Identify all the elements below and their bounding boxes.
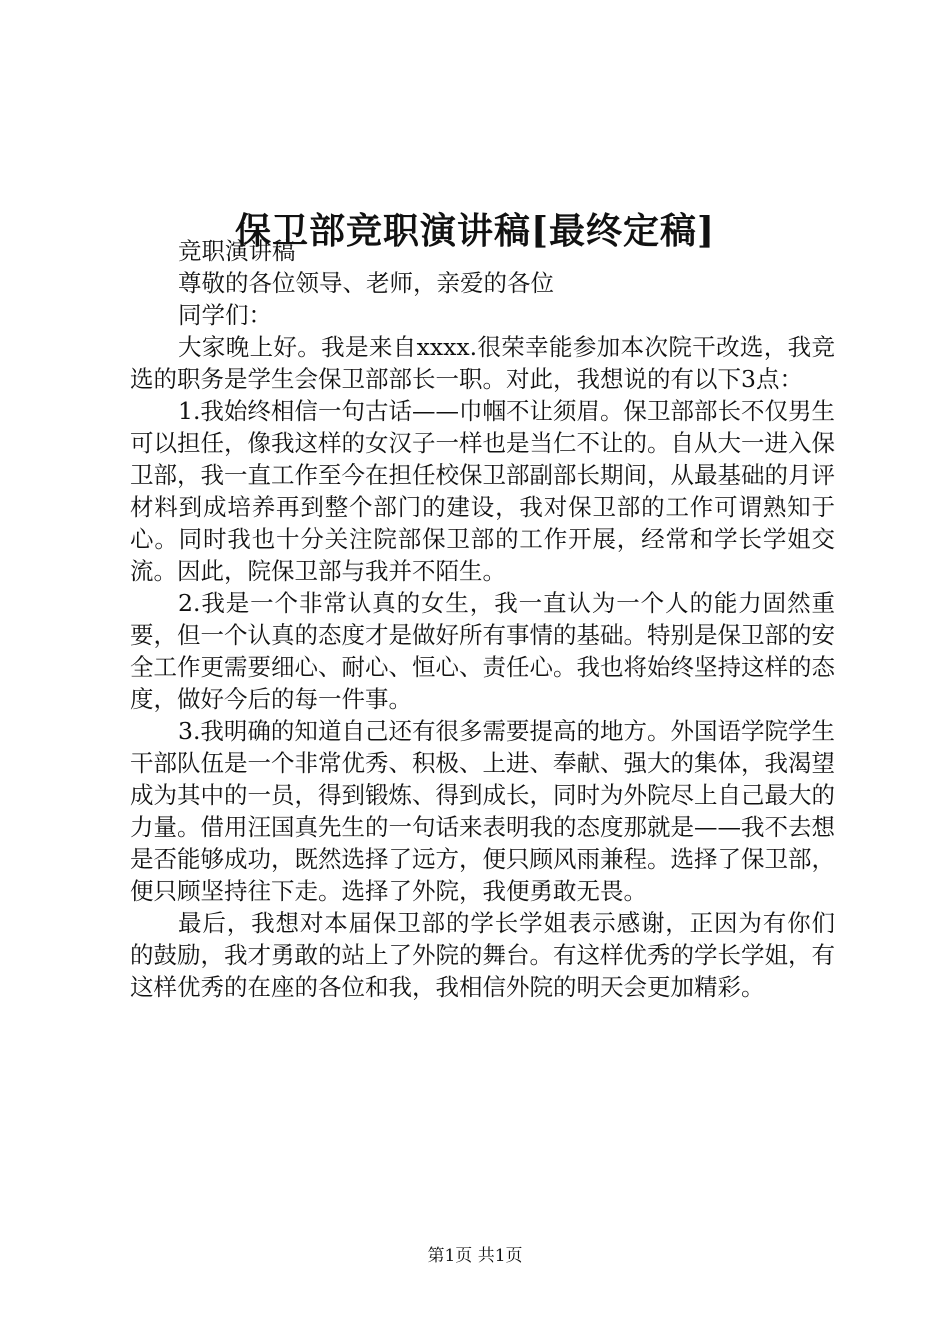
paragraph-point-1: 1.我始终相信一句古话——巾帼不让须眉。保卫部部长不仅男生可以担任，像我这样的女汉子一样也是当仁不让的。自从大一进入保卫部，我一直工作至今在担任校保卫部副部长期间，从最基础的月评材料到成培养再到整个部门的建设，我对保卫部的工作可谓熟知于心。同时我也十分关注院部保卫部的工作开展，经常和学长学姐交流。因此，院保卫部与我并不陌生。 [130, 397, 835, 585]
paragraph-greeting: 大家晚上好。我是来自xxxx.很荣幸能参加本次院干改选，我竞选的职务是学生会保卫部部长一职。对此，我想说的有以下3点： [130, 333, 835, 393]
salutation-line-2: 同学们： [178, 301, 272, 329]
salutation-line-1: 尊敬的各位领导、老师，亲爱的各位 [178, 269, 554, 297]
paragraph-point-2: 2.我是一个非常认真的女生，我一直认为一个人的能力固然重要，但一个认真的态度才是做好所有事情的基础。特别是保卫部的安全工作更需要细心、耐心、恒心、责任心。我也将始终坚持这样的态度，做好今后的每一件事。 [130, 589, 835, 713]
document-body [130, 235, 835, 1003]
paragraph-closing: 最后，我想对本届保卫部的学长学姐表示感谢，正因为有你们的鼓励，我才勇敢的站上了外院的舞台。有这样优秀的学长学姐，有这样优秀的在座的各位和我，我相信外院的明天会更加精彩。 [130, 909, 835, 1001]
paragraph-point-3: 3.我明确的知道自己还有很多需要提高的地方。外国语学院学生干部队伍是一个非常优秀、积极、上进、奉献、强大的集体，我渴望成为其中的一员，得到锻炼、得到成长，同时为外院尽上自己最大的力量。借用汪国真先生的一句话来表明我的态度那就是——我不去想是否能够成功，既然选择了远方，便只顾风雨兼程。选择了保卫部，便只顾坚持往下走。选择了外院，我便勇敢无畏。 [130, 717, 835, 905]
page-title: 保卫部竞职演讲稿[最终定稿] [234, 210, 716, 253]
page-footer: 第1页 共1页 [427, 1246, 523, 1266]
subtitle: 竞职演讲稿 [178, 237, 296, 265]
